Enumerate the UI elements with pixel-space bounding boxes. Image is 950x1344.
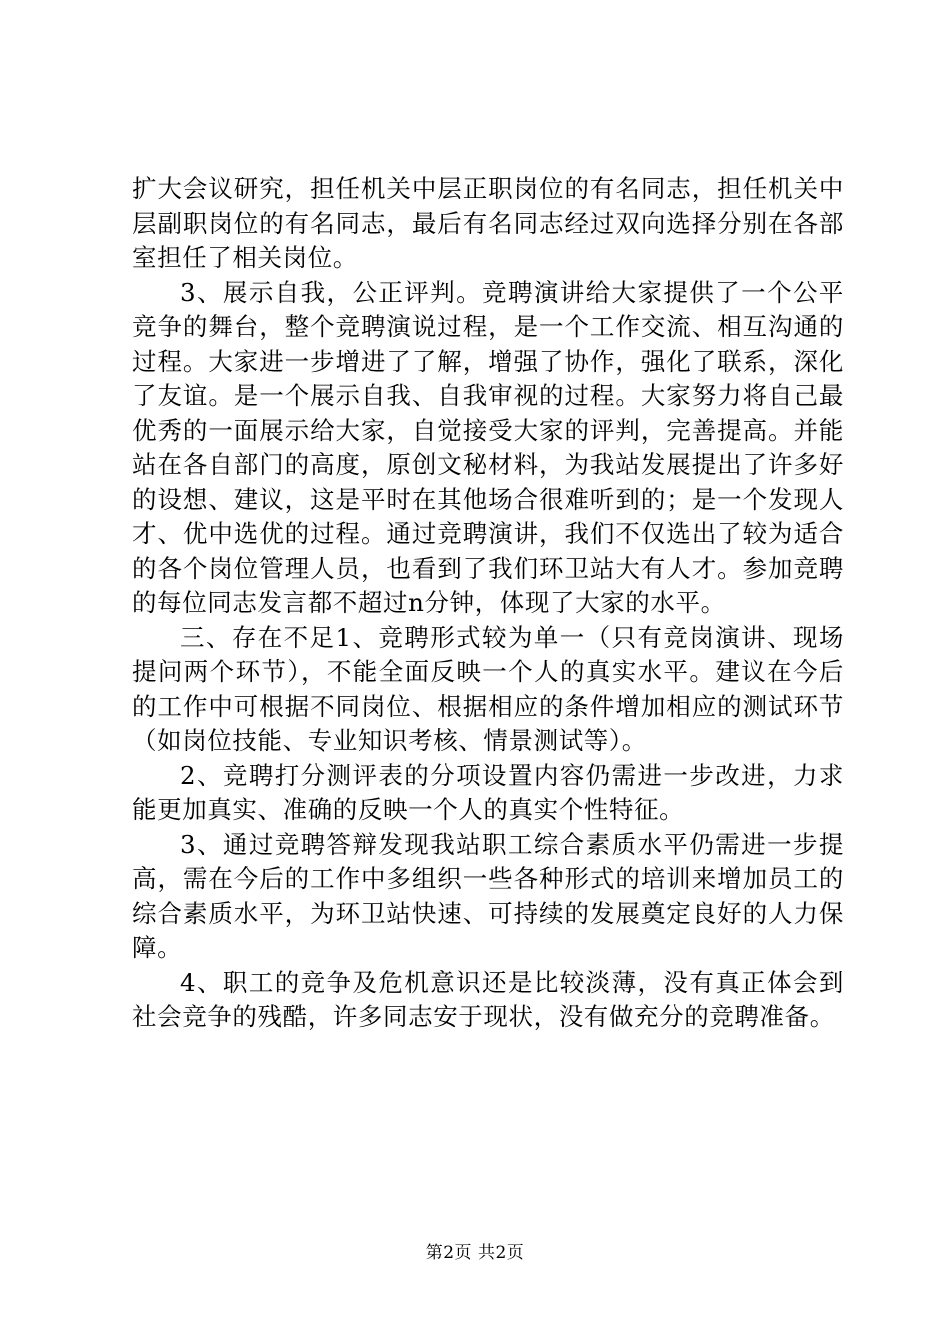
paragraph-item-2-scoring: 2、竞聘打分测评表的分项设置内容仍需进一步改进，力求能更加真实、准确的反映一个人的真实个性特征。: [132, 760, 844, 824]
page-number-footer: 第2页 共2页: [425, 1243, 525, 1263]
document-body: [132, 172, 844, 1035]
paragraph-continuation: 扩大会议研究，担任机关中层正职岗位的有名同志，担任机关中层副职岗位的有名同志，最后有名同志经过双向选择分别在各部室担任了相关岗位。: [132, 174, 844, 272]
paragraph-item-4-awareness: 4、职工的竞争及危机意识还是比较淡薄，没有真正体会到社会竞争的残酷，许多同志安于现状，没有做充分的竞聘准备。: [132, 967, 844, 1031]
paragraph-section-3-shortcomings: 三、存在不足1、竞聘形式较为单一（只有竞岗演讲、现场提问两个环节），不能全面反映一个人的真实水平。建议在今后的工作中可根据不同岗位、根据相应的条件增加相应的测试环节（如岗位技能、专业知识考核、情景测试等）。: [132, 622, 844, 755]
paragraph-item-3-quality: 3、通过竞聘答辩发现我站职工综合素质水平仍需进一步提高，需在今后的工作中多组织一些各种形式的培训来增加员工的综合素质水平，为环卫站快速、可持续的发展奠定良好的人力保障。: [132, 829, 844, 962]
paragraph-item-3-showcase: 3、展示自我，公正评判。竞聘演讲给大家提供了一个公平竞争的舞台，整个竞聘演说过程，是一个工作交流、相互沟通的过程。大家进一步增进了了解，增强了协作，强化了联系，深化了友谊。是一个展示自我、自我审视的过程。大家努力将自己最优秀的一面展示给大家，自觉接受大家的评判，完善提高。并能站在各自部门的高度，原创文秘材料，为我站发展提出了许多好的设想、建议，这是平时在其他场合很难听到的；是一个发现人才、优中选优的过程。通过竞聘演讲，我们不仅选出了较为适合的各个岗位管理人员，也看到了我们环卫站大有人才。参加竞聘的每位同志发言都不超过n分钟，体现了大家的水平。: [132, 277, 844, 617]
